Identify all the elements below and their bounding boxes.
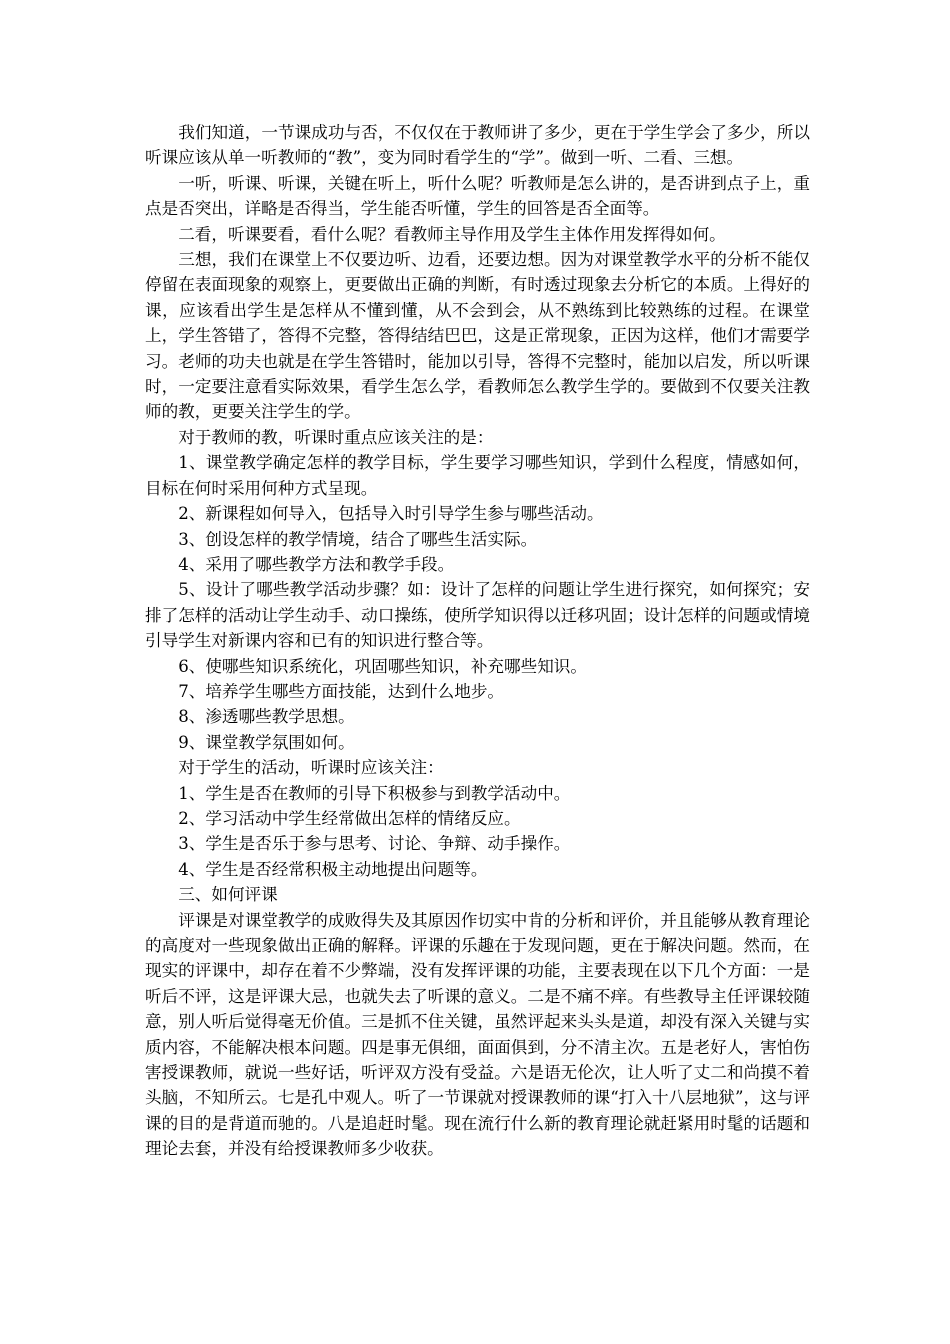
- paragraph-evaluate: 评课是对课堂教学的成败得失及其原因作切实中肯的分析和评价，并且能够从教育理论的高度对一些现象做出正确的解释。评课的乐趣在于发现问题，更在于解决问题。然而，在现实的评课中，却存在着不少弊端，没有发挥评课的功能，主要表现在以下几个方面：一是听后不评，这是评课大忌，也就失去了听课的意义。二是不痛不痒。有些教导主任评课较随意，别人听后觉得毫无价值。三是抓不住关键，虽然评起来头头是道，却没有深入关键与实质内容，不能解决根本问题。四是事无俱细，面面俱到，分不清主次。五是老好人，害怕伤害授课教师，就说一些好话，听评双方没有受益。六是语无伦次，让人听了丈二和尚摸不着头脑，不知所云。七是孔中观人。听了一节课就对授课教师的课“打入十八层地狱”，这与评课的目的是背道而驰的。八是追赶时髦。现在流行什么新的教育理论就赶紧用时髦的话题和理论去套，并没有给授课教师多少收获。: [145, 910, 810, 1159]
- list-item-teacher-5: 5、设计了哪些教学活动步骤？如：设计了怎样的问题让学生进行探究，如何探究；安排了怎样的活动让学生动手、动口操练，使所学知识得以迁移巩固；设计怎样的问题或情境引导学生对新课内容和已有的知识进行整合等。: [145, 580, 810, 651]
- paragraph-intro: 我们知道，一节课成功与否，不仅仅在于教师讲了多少，更在于学生学会了多少，所以听课应该从单一听教师的“教”，变为同时看学生的“学”。做到一听、二看、三想。: [145, 123, 810, 168]
- paragraph-listen: 一听，听课、听课，关键在听上，听什么呢？听教师是怎么讲的，是否讲到点子上，重点是否突出，详略是否得当，学生能否听懂，学生的回答是否全面等。: [145, 173, 810, 219]
- list-item-teacher-9: 9、课堂教学氛围如何。: [178, 732, 355, 752]
- list-item-student-4: 4、学生是否经常积极主动地提出问题等。: [178, 859, 488, 879]
- section-heading-evaluate: 三、如何评课: [178, 885, 278, 905]
- list-item-student-2: 2、学习活动中学生经常做出怎样的情绪反应。: [178, 808, 521, 828]
- list-item-teacher-4: 4、采用了哪些教学方法和教学手段。: [178, 554, 455, 574]
- list-item-student-1: 1、学生是否在教师的引导下积极参与到教学活动中。: [178, 783, 571, 803]
- list-item-teacher-7: 7、培养学生哪些方面技能，达到什么地步。: [178, 681, 505, 701]
- list-item-teacher-6: 6、使哪些知识系统化，巩固哪些知识，补充哪些知识。: [178, 656, 587, 676]
- list-item-teacher-8: 8、渗透哪些教学思想。: [178, 707, 355, 727]
- list-item-student-3: 3、学生是否乐于参与思考、讨论、争辩、动手操作。: [178, 834, 571, 854]
- list-item-teacher-1: 1、课堂教学确定怎样的教学目标，学生要学习哪些知识，学到什么程度，情感如何，目标在何时采用何种方式呈现。: [145, 453, 810, 498]
- paragraph-think: 三想，我们在课堂上不仅要边听、边看，还要边想。因为对课堂教学水平的分析不能仅停留在表面现象的观察上，更要做出正确的判断，有时透过现象去分析它的本质。上得好的课，应该看出学生是怎样从不懂到懂，从不会到会，从不熟练到比较熟练的过程。在课堂上，学生答错了，答得不完整，答得结结巴巴，这是正常现象，正因为这样，他们才需要学习。老师的功夫也就是在学生答错时，能加以引导，答得不完整时，能加以启发，所以听课时，一定要注意看实际效果，看学生怎么学，看教师怎么教学生学的。要做到不仅要关注教师的教，更要关注学生的学。: [145, 250, 810, 422]
- paragraph-teacher-focus-heading: 对于教师的教，听课时重点应该关注的是：: [178, 427, 494, 447]
- document-body: [145, 120, 810, 1162]
- list-item-teacher-2: 2、新课程如何导入，包括导入时引导学生参与哪些活动。: [178, 504, 604, 524]
- list-item-teacher-3: 3、创设怎样的教学情境，结合了哪些生活实际。: [178, 529, 538, 549]
- paragraph-watch: 二看，听课要看，看什么呢？看教师主导作用及学生主体作用发挥得如何。: [178, 224, 726, 244]
- paragraph-student-focus-heading: 对于学生的活动，听课时应该关注：: [178, 758, 444, 778]
